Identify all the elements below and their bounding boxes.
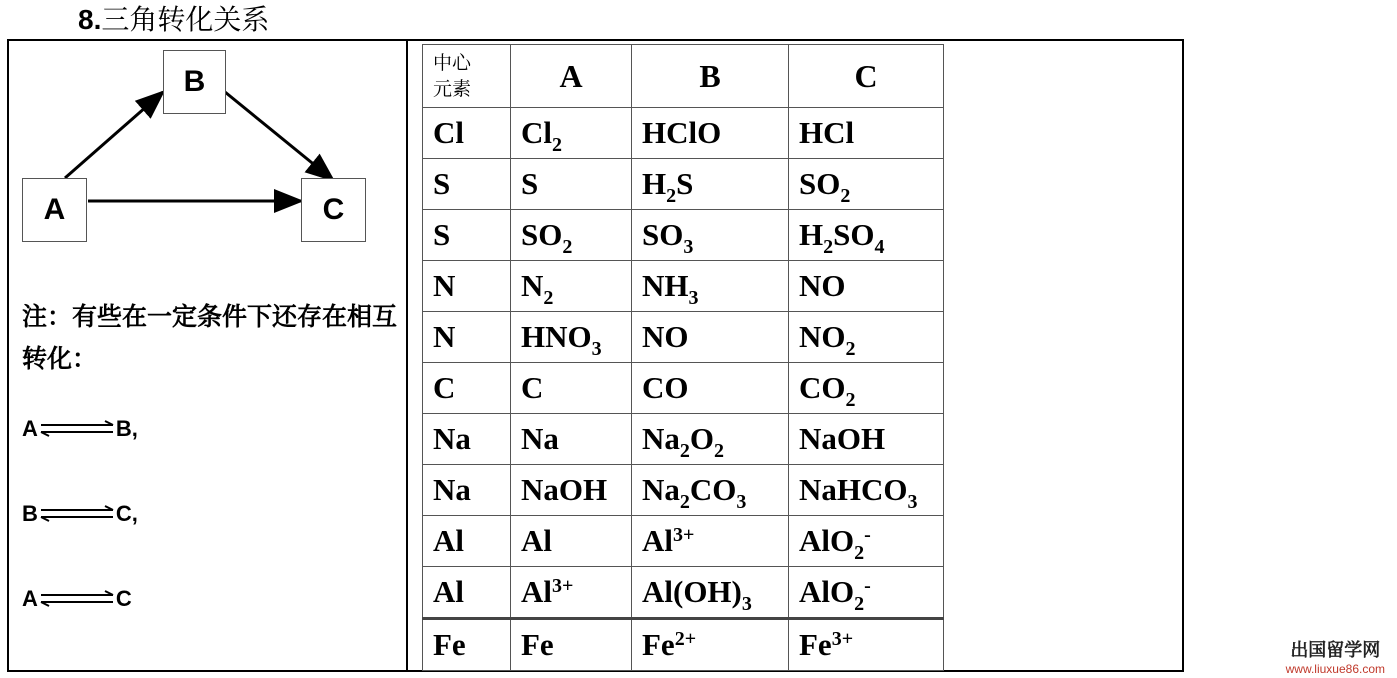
cell-b: $Al^{3+}$ — [632, 516, 789, 567]
cell-a: $N_2$ — [511, 261, 632, 312]
table-row — [423, 261, 944, 312]
relation-a-c — [22, 586, 132, 612]
table-row — [423, 414, 944, 465]
cell-c: $SO_2$ — [789, 159, 944, 210]
cell-center: Al — [423, 516, 511, 567]
cell-center: Na — [423, 414, 511, 465]
header-b: B — [632, 45, 789, 108]
table-row — [423, 516, 944, 567]
table-row — [423, 465, 944, 516]
cell-a: Al — [511, 516, 632, 567]
note-text: 注：有些在一定条件下还存在相互转化： — [22, 302, 398, 373]
header-c: C — [789, 45, 944, 108]
cell-a: $Al^{3+}$ — [511, 567, 632, 619]
cell-center: Fe — [423, 619, 511, 671]
cell-b: NO — [632, 312, 789, 363]
cell-c: $H_2SO_4$ — [789, 210, 944, 261]
cell-center: N — [423, 261, 511, 312]
cell-c: $Fe^{3+}$ — [789, 619, 944, 671]
relation-right: C, — [115, 501, 138, 526]
watermark — [1286, 636, 1385, 676]
cell-b: HClO — [632, 108, 789, 159]
node-b: B — [163, 50, 226, 114]
cell-c: NaOH — [789, 414, 944, 465]
cell-c: HCl — [789, 108, 944, 159]
cell-b: $Fe^{2+}$ — [632, 619, 789, 671]
cell-a: Na — [511, 414, 632, 465]
cell-c: $NO_2$ — [789, 312, 944, 363]
cell-c: $CO_2$ — [789, 363, 944, 414]
relation-left: A — [22, 586, 38, 611]
table-row — [423, 619, 944, 671]
cell-a: NaOH — [511, 465, 632, 516]
cell-b: $NH_3$ — [632, 261, 789, 312]
relation-b-c — [22, 501, 138, 527]
cell-center: S — [423, 210, 511, 261]
relation-a-b — [22, 416, 138, 442]
header-center-element — [423, 45, 511, 108]
cell-b: $H_2S$ — [632, 159, 789, 210]
arrow-b-to-c — [225, 92, 333, 180]
cell-a: Fe — [511, 619, 632, 671]
header-corner-line2: 元素 — [433, 78, 472, 100]
cell-center: C — [423, 363, 511, 414]
section-number: 8. — [78, 4, 102, 35]
cell-c: NaHCO$_3$ — [789, 465, 944, 516]
reversible-arrow-icon — [39, 590, 115, 608]
cell-a: C — [511, 363, 632, 414]
reversible-arrow-icon — [39, 420, 115, 438]
cell-b: CO — [632, 363, 789, 414]
relation-left: A — [22, 416, 38, 441]
cell-b: $Na_2O_2$ — [632, 414, 789, 465]
arrow-a-to-b — [65, 92, 163, 178]
cell-c: AlO$_2$- — [789, 567, 944, 619]
header-corner-line1: 中心 — [433, 52, 472, 74]
conversion-table — [422, 44, 944, 671]
table-row — [423, 210, 944, 261]
cell-center: Al — [423, 567, 511, 619]
column-divider — [406, 39, 408, 672]
table-row — [423, 363, 944, 414]
table-row — [423, 567, 944, 619]
relation-right: C — [115, 586, 132, 611]
watermark-url: www.liuxue86.com — [1285, 662, 1385, 676]
header-a: A — [511, 45, 632, 108]
table-row — [423, 312, 944, 363]
cell-center: Cl — [423, 108, 511, 159]
cell-b: $Na_2CO_3$ — [632, 465, 789, 516]
relation-left: B — [22, 501, 38, 526]
cell-a: $HNO_3$ — [511, 312, 632, 363]
table-row — [423, 159, 944, 210]
cell-c: AlO$_2$- — [789, 516, 944, 567]
relation-right: B, — [115, 416, 138, 441]
watermark-text: 出国留学网 — [1290, 640, 1381, 661]
cell-a: $Cl_2$ — [511, 108, 632, 159]
cell-center: S — [423, 159, 511, 210]
table-header-row — [423, 45, 944, 108]
reversible-arrow-icon — [39, 505, 115, 523]
cell-c: NO — [789, 261, 944, 312]
node-c: C — [301, 178, 366, 242]
table-row — [423, 108, 944, 159]
cell-a: $SO_2$ — [511, 210, 632, 261]
cell-b: $Al(OH)_3$ — [632, 567, 789, 619]
node-a: A — [22, 178, 87, 242]
cell-center: N — [423, 312, 511, 363]
cell-b: $SO_3$ — [632, 210, 789, 261]
section-title-text: 三角转化关系 — [101, 3, 270, 36]
cell-center: Na — [423, 465, 511, 516]
cell-a: S — [511, 159, 632, 210]
